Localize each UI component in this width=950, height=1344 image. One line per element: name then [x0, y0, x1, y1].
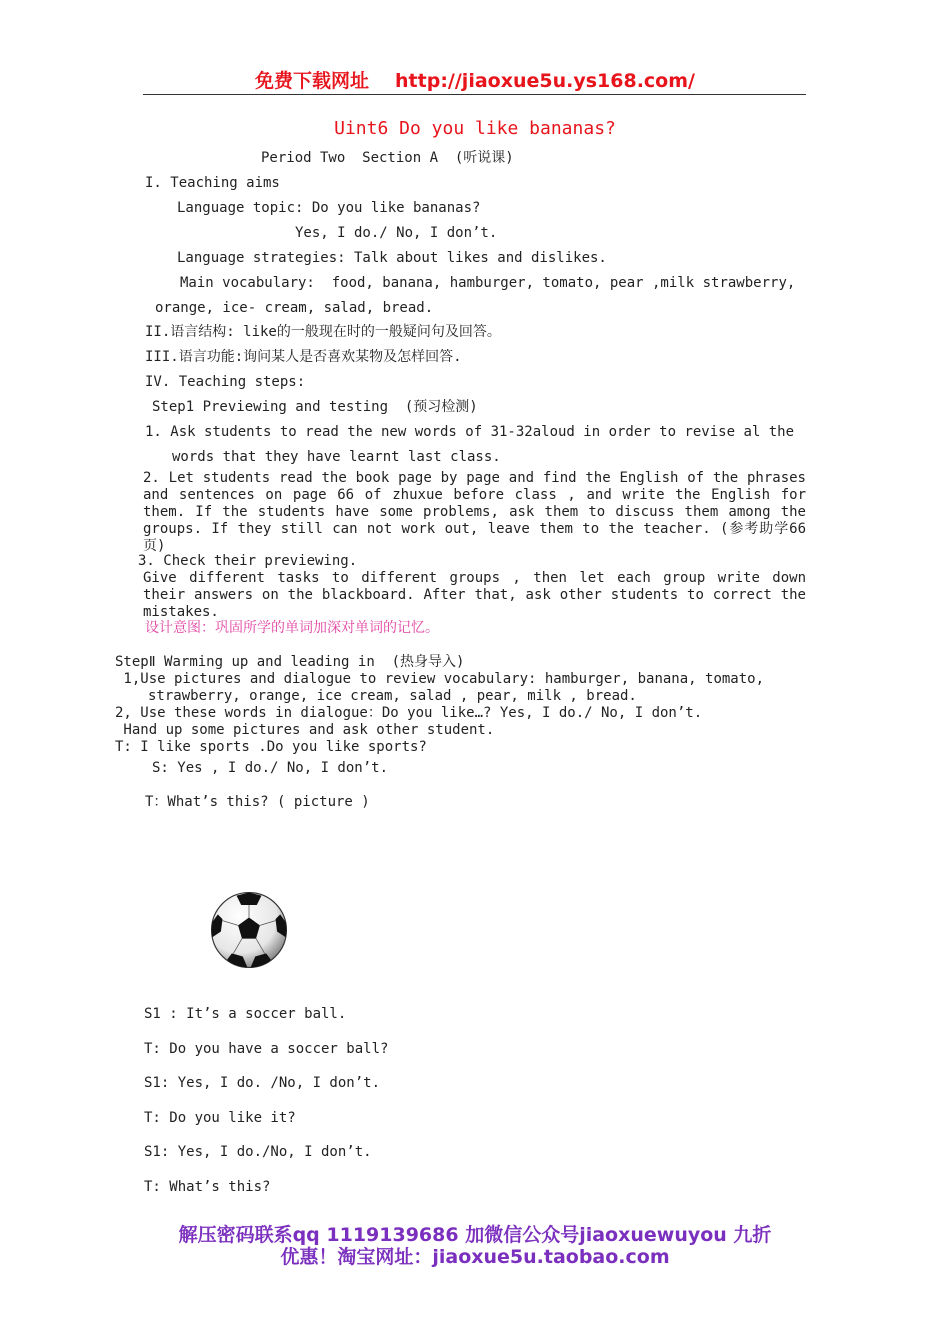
dialogue-line: S1: Yes, I do./No, I don’t. — [144, 1144, 372, 1160]
teaching-steps-heading: IV. Teaching steps: — [145, 374, 306, 390]
vocabulary-line-1: Main vocabulary: food, banana, hamburger, tomato, pear ,milk strawberry, — [180, 275, 796, 291]
step2-heading: StepⅡ Warming up and leading in (热身导入) — [115, 654, 465, 670]
page-title: Uint6 Do you like bananas? — [334, 118, 616, 139]
step1-item3: 3. Check their previewing. — [138, 553, 358, 569]
step2-item2: 2, Use these words in dialogue：Do you like…? Yes, I do./ No, I don’t. — [115, 705, 703, 721]
step1-item1-line1: 1. Ask students to read the new words of 31-32aloud in order to revise al the — [145, 424, 795, 440]
step2-item2-detail: Hand up some pictures and ask other student. — [115, 722, 495, 738]
vocabulary-line-2: orange, ice- cream, salad, bread. — [155, 300, 434, 316]
footer-line-2: 优惠！淘宝网址：jiaoxue5u.taobao.com — [280, 1246, 670, 1268]
header-banner — [0, 66, 950, 93]
dialogue-teacher-2: T：What’s this? ( picture ) — [145, 794, 370, 810]
language-function: III.语言功能:询问某人是否喜欢某物及怎样回答. — [145, 349, 462, 365]
dialogue-line: T: What’s this? — [144, 1179, 271, 1195]
language-strategies: Language strategies: Talk about likes and dislikes. — [177, 250, 607, 266]
dialogue-line: S1: Yes, I do. /No, I don’t. — [144, 1075, 381, 1091]
soccer-ball-icon — [210, 891, 288, 969]
language-topic: Language topic: Do you like bananas? — [177, 200, 481, 216]
footer-line-1: 解压密码联系qq 1119139686 加微信公众号jiaoxuewuyou 九折 — [178, 1224, 772, 1246]
dialogue-line: S1 : It’s a soccer ball. — [144, 1006, 347, 1022]
step1-item3-detail: Give different tasks to different groups , then let each group write down their answers on the blackboard. After that, ask other students to correct the mistakes. — [143, 570, 806, 620]
dialogue-line: T: Do you have a soccer ball? — [144, 1041, 389, 1057]
header-divider — [143, 94, 806, 95]
header-label: 免费下载网址 — [255, 70, 370, 92]
step1-item1-line2: words that they have learnt last class. — [172, 449, 501, 465]
teaching-aims-heading: I. Teaching aims — [145, 175, 280, 191]
header-url-link[interactable]: http://jiaoxue5u.ys168.com/ — [395, 70, 695, 92]
step2-item1-line1: 1,Use pictures and dialogue to review vocabulary: hamburger, banana, tomato, — [115, 671, 765, 687]
dialogue-teacher-1: T: I like sports .Do you like sports? — [115, 739, 427, 755]
step2-item1-line2: strawberry, orange, ice cream, salad , pear, milk , bread. — [148, 688, 637, 704]
design-intent: 设计意图：巩固所学的单词加深对单词的记忆。 — [145, 620, 439, 636]
period-line: Period Two Section A (听说课) — [261, 150, 514, 166]
step1-item2: 2. Let students read the book page by page and find the English of the phrases and sentences on page 66 of zhuxue before class , and write the English for them. If the students have some problems, ask them to discuss them among the groups. If they still can not work out, leave them to the teacher. (参考助学66页) — [143, 470, 806, 554]
dialogue-line: T: Do you like it? — [144, 1110, 296, 1126]
dialogue-student-1: S: Yes , I do./ No, I don’t. — [152, 760, 389, 776]
step1-heading: Step1 Previewing and testing (预习检测) — [152, 399, 478, 415]
language-structure: II.语言结构: like的一般现在时的一般疑问句及回答。 — [145, 324, 501, 340]
language-topic-answer: Yes, I do./ No, I don’t. — [295, 225, 498, 241]
